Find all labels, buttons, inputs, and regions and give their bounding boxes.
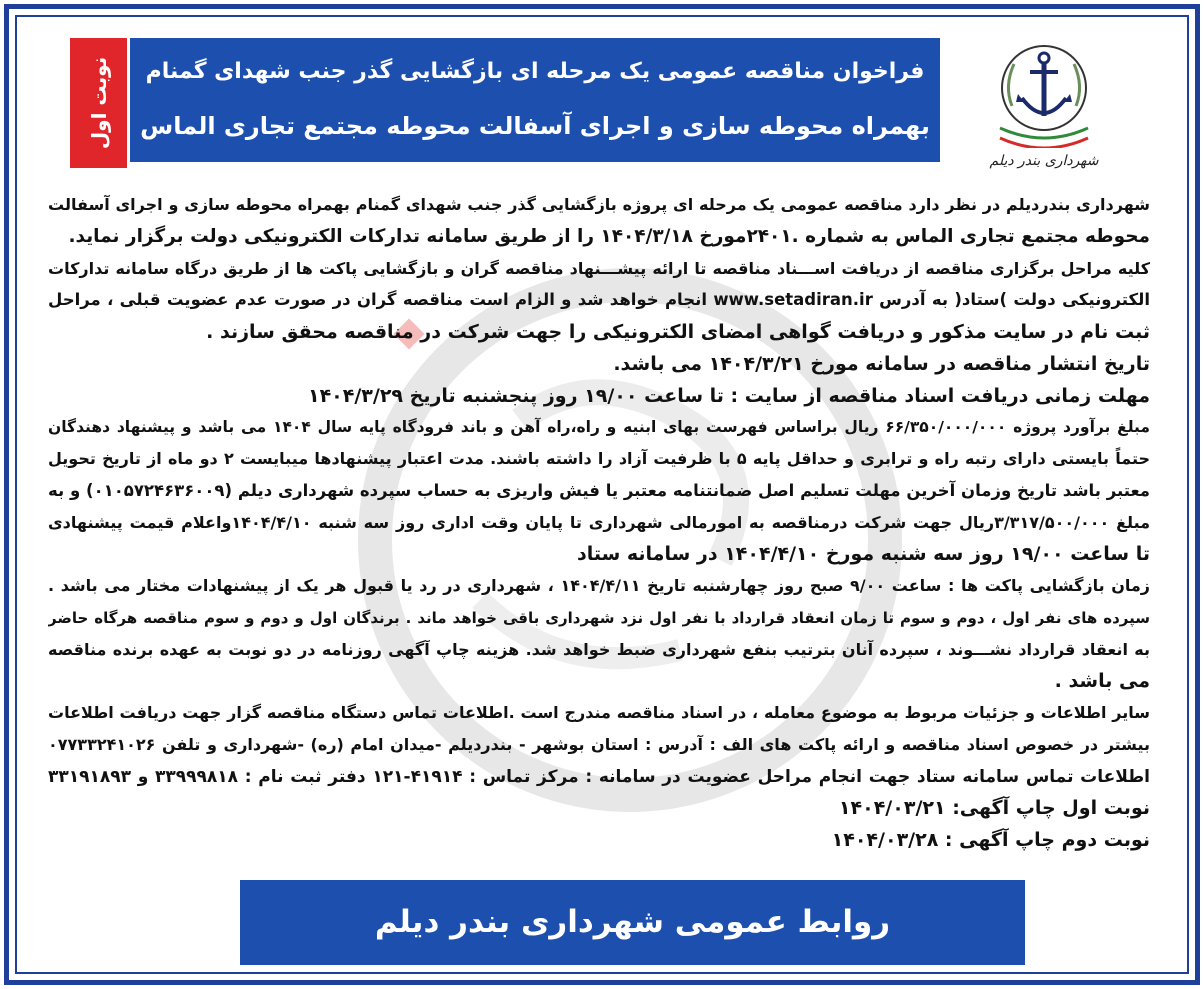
body-line: نوبت اول چاپ آگهی: ۱۴۰۴/۰۳/۲۱ — [838, 797, 1150, 819]
header-title-line-1: فراخوان مناقصه عمومی یک مرحله ای بازگشایی گذر جنب شهدای گمنام — [145, 59, 925, 84]
body-line: مبلغ برآورد پروژه ۶۶/۳۵۰/۰۰۰/۰۰۰ ریال براساس فهرست بهای ابنیه و راه،راه آهن و باند فرودگاه پایه سال ۱۴۰۴ می باشد و پیشنهاد دهندگان — [48, 418, 1150, 436]
footer-title: روابط عمومی شهرداری بندر دیلم — [374, 904, 891, 940]
municipality-logo — [986, 36, 1102, 178]
body-line: می باشد . — [1054, 670, 1150, 692]
body-line: معتبر باشد تاریخ وزمان آخرین مهلت تسلیم اصل ضمانتنامه معتبر یا فیش واریزی به حساب سپرده شهرداری دیلم (۰۱۰۵۷۲۴۶۳۶۰۰۹) و به — [48, 481, 1150, 500]
body-line: حتماً بایستی دارای رتبه راه و ترابری و حداقل پایه ۵ با ظرفیت آزاد را داشته باشند. مدت اعتبار پیشنهادها میبایست ۲ دو ماه از تاریخ تحویل — [48, 449, 1150, 468]
footer-banner — [240, 880, 1025, 965]
round-badge-label: نوبت اول — [86, 56, 111, 150]
body-line: الکترونیکی دولت )ستاد( به آدرس www.setadiran.ir انجام خواهد شد و الزام است مناقصه گران در صورت عدم عضویت قبلی ، مراحل — [48, 290, 1150, 309]
anchor-emblem-icon — [986, 36, 1102, 148]
body-line: مهلت زمانی دریافت اسناد مناقصه از سایت : تا ساعت ۱۹/۰۰ روز پنجشنبه تاریخ ۱۴۰۴/۳/۲۹ — [307, 385, 1150, 407]
header-banner — [130, 38, 940, 162]
body-line: تا ساعت ۱۹/۰۰ روز سه شنبه مورخ ۱۴۰۴/۴/۱۰ در سامانه ستاد — [576, 543, 1150, 565]
body-line: ثبت نام در سایت مذکور و دریافت گواهی امضای الکترونیکی را جهت شرکت در مناقصه محقق سازند . — [206, 321, 1150, 343]
body-line: سپرده های نفر اول ، دوم و سوم تا زمان انعقاد قرارداد با نفر اول نزد شهرداری باقی خواهد ماند . برندگان اول و دوم و سوم مناقصه هرگاه حاضر — [48, 609, 1150, 627]
body-line: سایر اطلاعات و جزئیات مربوط به موضوع معامله ، در اسناد مناقصه مندرج است .اطلاعات تماس دستگاه مناقصه گزار جهت دریافت اطلاعات — [48, 703, 1150, 722]
body-line: نوبت دوم چاپ آگهی : ۱۴۰۴/۰۳/۲۸ — [831, 829, 1150, 851]
body-line: کلیه مراحل برگزاری مناقصه از دریافت اســـناد مناقصه تا ارائه پیشـــنهاد مناقصه گران و بازگشایی پاکت ها از طریق درگاه سامانه تدارکات — [48, 259, 1150, 278]
header-title-line-2: بهمراه محوطه سازی و اجرای آسفالت محوطه مجتمع تجاری الماس — [140, 112, 930, 140]
logo-caption: شهرداری بندر دیلم — [989, 153, 1099, 169]
body-line: تاریخ انتشار مناقصه در سامانه مورخ ۱۴۰۴/۳/۲۱ می باشد. — [613, 353, 1150, 375]
body-line: مبلغ ۳/۳۱۷/۵۰۰/۰۰۰ریال جهت شرکت درمناقصه به امورمالی شهرداری تا پایان وقت اداری روز سه شنبه ۱۴۰۴/۴/۱۰واعلام قیمت پیشنهادی — [48, 513, 1150, 532]
body-line: اطلاعات تماس سامانه ستاد جهت انجام مراحل عضویت در سامانه : مرکز تماس : ۴۱۹۱۴-۱۲۱ دفتر ثبت نام : ۳۳۹۹۹۸۱۸ و ۳۳۱۹۱۸۹۳ — [48, 767, 1150, 787]
body-line: محوطه مجتمع تجاری الماس به شماره .۲۴۰۱مورخ ۱۴۰۴/۳/۱۸ را از طریق سامانه تدارکات الکترونیکی دولت برگزار نماید. — [68, 226, 1150, 247]
round-badge — [70, 38, 127, 168]
body-line: شهرداری بندردیلم در نظر دارد مناقصه عمومی یک مرحله ای پروژه بازگشایی گذر جنب شهدای گمنام بهمراه محوطه سازی و اجرای آسفالت — [48, 195, 1150, 214]
body-line: زمان بازگشایی پاکت ها : ساعت ۹/۰۰ صبح روز چهارشنبه تاریخ ۱۴۰۴/۴/۱۱ ، شهرداری در رد یا قبول هر یک از پیشنهادات مختار می باشد . — [48, 576, 1150, 595]
body-line: به انعقاد قرارداد نشـــوند ، سپرده آنان بترتیب بنفع شهرداری ضبط خواهد شد. هزینه چاپ آگهی روزنامه در دو نوبت به عهده برنده مناقصه — [48, 640, 1150, 659]
body-line: بیشتر در خصوص اسناد مناقصه و ارائه پاکت های الف : آدرس : استان بوشهر - بندردیلم -میدان امام (ره) -شهرداری و تلفن ۰۷۷۳۳۲۴۱۰۲۶ — [48, 735, 1150, 754]
